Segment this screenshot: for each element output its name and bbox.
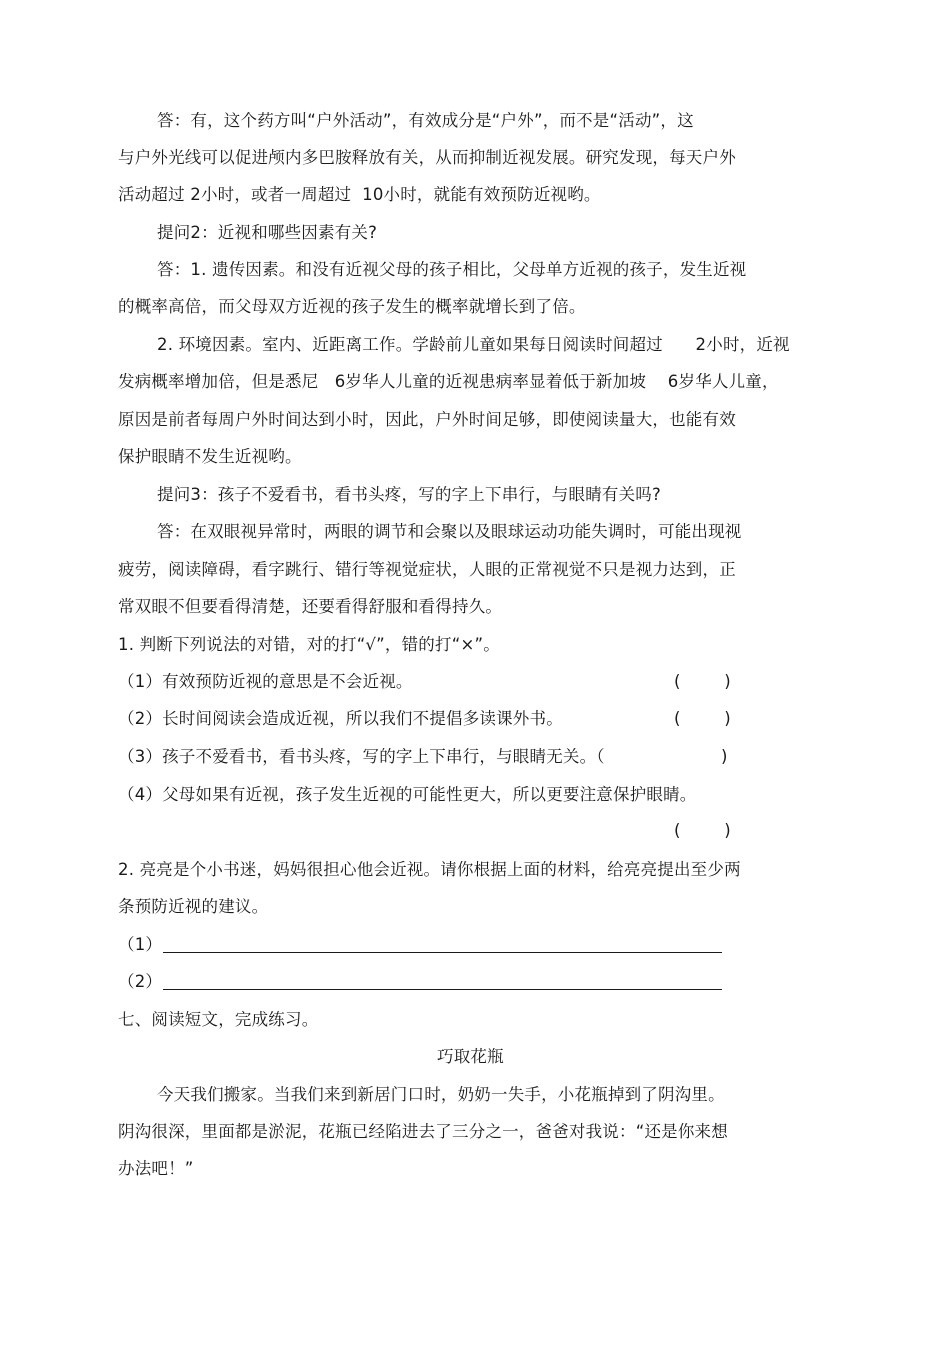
answer-3-line-3: 常双眼不但要看得清楚，还要看得舒服和看得持久。 bbox=[118, 597, 503, 616]
answer-paren-2[interactable]: ( ) bbox=[674, 709, 731, 728]
exercise-2-prompt-line-1: 2. 亮亮是个小书迷，妈妈很担心他会近视。请你根据上面的材料，给亮亮提出至少两 bbox=[118, 860, 741, 879]
answer-2-line-4: 发病概率增加倍，但是悉尼 6岁华人儿童的近视患病率显着低于新加坡 6岁华人儿童， bbox=[118, 372, 779, 391]
answer-1-line-3: 活动超过 2小时，或者一周超过 10小时，就能有效预防近视哟。 bbox=[118, 185, 601, 204]
answer-paren-3-close[interactable]: ) bbox=[721, 747, 728, 766]
answer-1-line-1: 答：有，这个药方叫“户外活动”，有效成分是“户外”，而不是“活动”，这 bbox=[157, 111, 694, 130]
exercise-1-prompt: 1. 判断下列说法的对错，对的打“√”，错的打“×”。 bbox=[118, 635, 500, 654]
exercise-1-item-1: （1）有效预防近视的意思是不会近视。 bbox=[118, 672, 413, 691]
exercise-1-item-2: （2）长时间阅读会造成近视，所以我们不提倡多读课外书。 bbox=[118, 709, 563, 728]
answer-2-line-1: 答：1. 遗传因素。和没有近视父母的孩子相比，父母单方近视的孩子，发生近视 bbox=[157, 260, 747, 279]
passage-title: 巧取花瓶 bbox=[437, 1047, 504, 1066]
suggestion-1-answer-line[interactable] bbox=[163, 952, 722, 953]
suggestion-2-answer-line[interactable] bbox=[163, 989, 722, 990]
passage-line-3: 办法吧！” bbox=[118, 1159, 194, 1178]
answer-2-line-6: 保护眼睛不发生近视哟。 bbox=[118, 447, 302, 466]
exercise-2-prompt-line-2: 条预防近视的建议。 bbox=[118, 897, 269, 916]
answer-3-line-1: 答：在双眼视异常时，两眼的调节和会聚以及眼球运动功能失调时，可能出现视 bbox=[157, 522, 742, 541]
answer-3-line-2: 疲劳，阅读障碍，看字跳行、错行等视觉症状，人眼的正常视觉不只是视力达到，正 bbox=[118, 560, 736, 579]
answer-2-line-5: 原因是前者每周户外时间达到小时，因此，户外时间足够，即使阅读量大，也能有效 bbox=[118, 410, 736, 429]
suggestion-2-label: （2） bbox=[118, 972, 163, 991]
section-7-heading: 七、阅读短文，完成练习。 bbox=[118, 1010, 319, 1029]
answer-2-line-3: 2. 环境因素。室内、近距离工作。学龄前儿童如果每日阅读时间超过 2小时，近视 bbox=[157, 335, 790, 354]
passage-line-1: 今天我们搬家。当我们来到新居门口时，奶奶一失手，小花瓶掉到了阴沟里。 bbox=[157, 1085, 725, 1104]
answer-1-line-2: 与户外光线可以促进颅内多巴胺释放有关，从而抑制近视发展。研究发现，每天户外 bbox=[118, 148, 736, 167]
exercise-1-item-3: （3）孩子不爱看书，看书头疼，写的字上下串行，与眼睛无关。（ bbox=[118, 747, 605, 766]
passage-line-2: 阴沟很深，里面都是淤泥，花瓶已经陷进去了三分之一，爸爸对我说：“还是你来想 bbox=[118, 1122, 728, 1141]
question-2: 提问2：近视和哪些因素有关? bbox=[157, 223, 378, 242]
exercise-1-item-4: （4）父母如果有近视，孩子发生近视的可能性更大，所以更要注意保护眼睛。 bbox=[118, 785, 697, 804]
answer-paren-4[interactable]: ( ) bbox=[674, 821, 731, 840]
suggestion-1-label: （1） bbox=[118, 935, 163, 954]
answer-2-line-2: 的概率高倍，而父母双方近视的孩子发生的概率就增长到了倍。 bbox=[118, 297, 586, 316]
answer-paren-1[interactable]: ( ) bbox=[674, 672, 731, 691]
question-3: 提问3：孩子不爱看书，看书头疼，写的字上下串行，与眼睛有关吗? bbox=[157, 485, 661, 504]
